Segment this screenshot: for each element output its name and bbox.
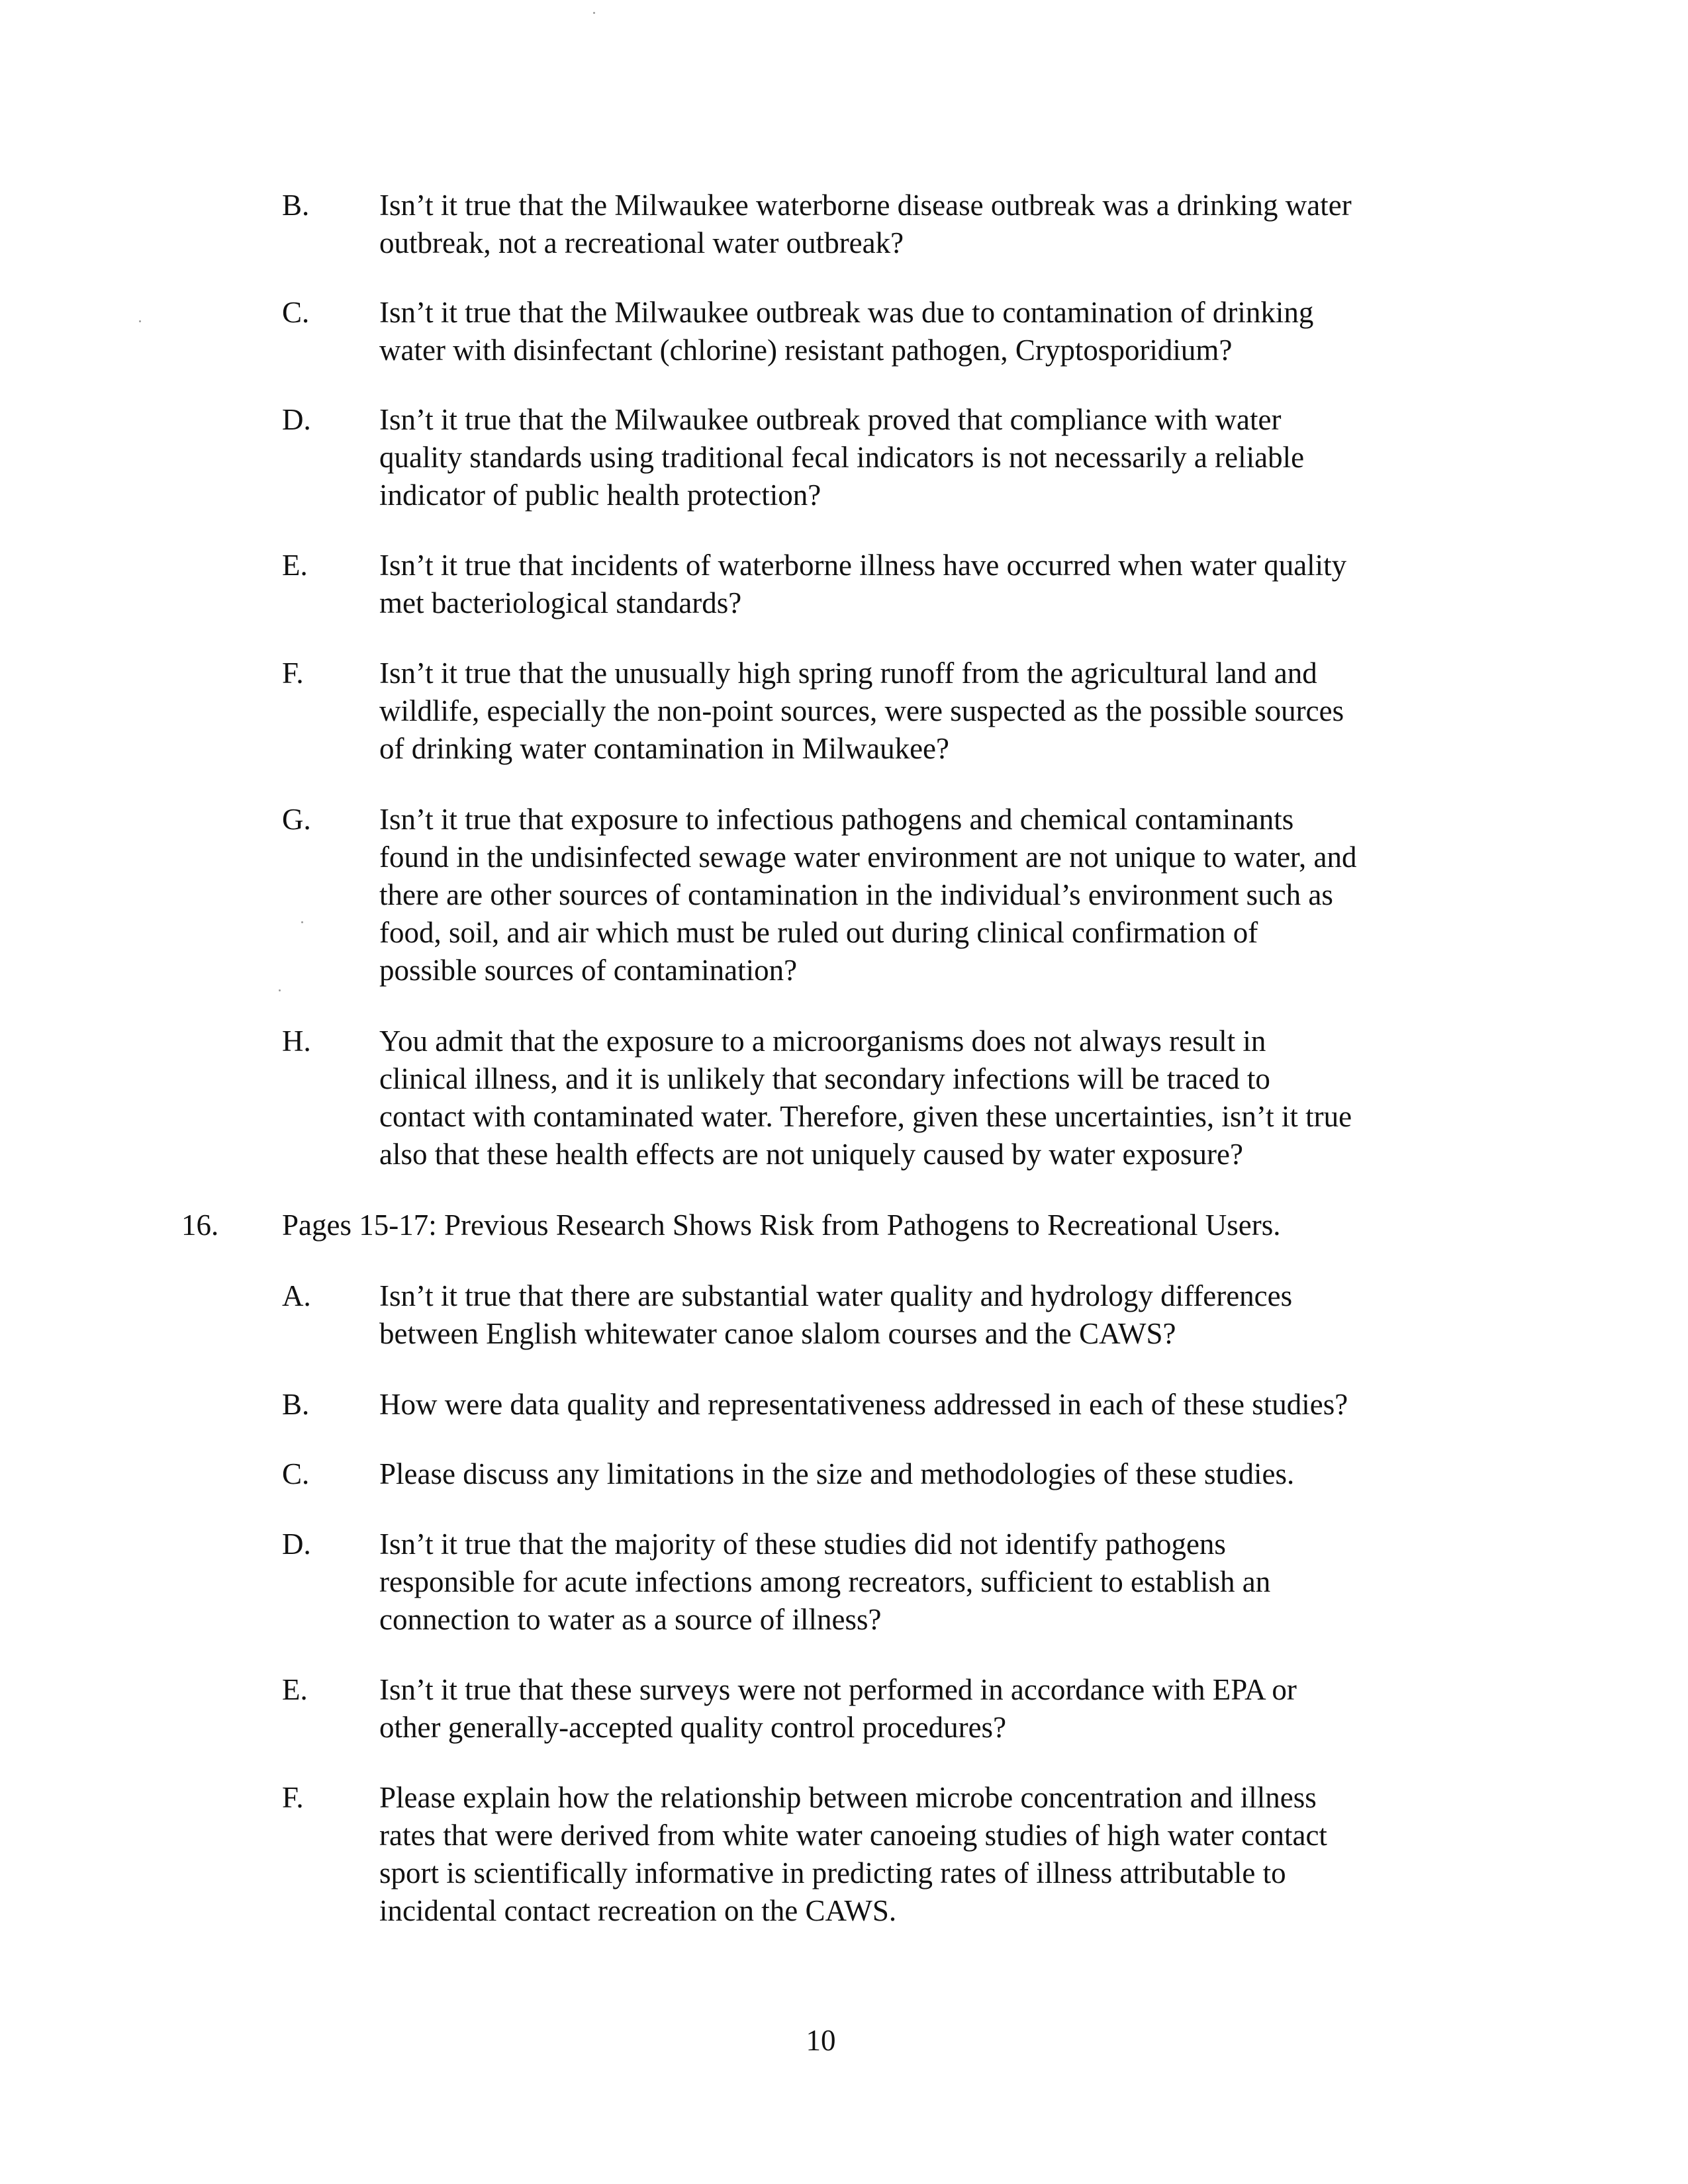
item-text: Isn’t it true that the unusually high spring runoff from the agricultural land and wildlife, especially the non-point sources, were suspected as the possible sources of drinking water contamination in Milwaukee?	[379, 657, 1344, 765]
item-letter: F.	[282, 1781, 304, 1814]
item-letter: B.	[282, 1388, 310, 1421]
item-letter: F.	[282, 657, 304, 690]
item-letter: C.	[282, 296, 310, 329]
item-text: Please discuss any limitations in the size and methodologies of these studies.	[379, 1457, 1295, 1490]
page-number: 10	[806, 2024, 836, 2057]
item-letter: A.	[282, 1279, 311, 1312]
item-letter: E.	[282, 549, 308, 582]
scan-speck	[279, 989, 281, 991]
item-text: Isn’t it true that incidents of waterborne illness have occurred when water quality met bacteriological standards?	[379, 549, 1347, 619]
item-text: Isn’t it true that these surveys were not performed in accordance with EPA or other generally-accepted quality control procedures?	[379, 1673, 1297, 1744]
item-text: Isn’t it true that the Milwaukee outbreak proved that compliance with water quality standards using traditional fecal indicators is not necessarily a reliable indicator of public health protection?	[379, 403, 1305, 512]
section-title: Pages 15-17: Previous Research Shows Risk from Pathogens to Recreational Users.	[282, 1208, 1281, 1242]
item-text: How were data quality and representativeness addressed in each of these studies?	[379, 1388, 1348, 1421]
scan-speck	[301, 921, 303, 923]
item-text: Isn’t it true that exposure to infectious pathogens and chemical contaminants found in the undisinfected sewage water environment are not unique to water, and there are other sources of contamination in the individual’s environment such as food, soil, and air which must be ruled out during clinical confirmation of possible sources of contamination?	[379, 803, 1357, 987]
item-text: Isn’t it true that the Milwaukee outbreak was due to contamination of drinking water with disinfectant (chlorine) resistant pathogen, Cryptosporidium?	[379, 296, 1314, 367]
item-letter: B.	[282, 189, 310, 222]
item-letter: C.	[282, 1457, 310, 1490]
item-text: You admit that the exposure to a microorganisms does not always result in clinical illness, and it is unlikely that secondary infections will be traced to contact with contaminated water. Therefore, given these uncertainties, isn’t it true also that these health effects are not uniquely caused by water exposure?	[379, 1024, 1352, 1171]
item-letter: E.	[282, 1673, 308, 1706]
item-text: Isn’t it true that there are substantial water quality and hydrology differences between English whitewater canoe slalom courses and the CAWS?	[379, 1279, 1293, 1350]
item-text: Please explain how the relationship between microbe concentration and illness rates that were derived from white water canoeing studies of high water contact sport is scientifically informative in predicting rates of illness attributable to incidental contact recreation on the CAWS.	[379, 1781, 1327, 1927]
item-text: Isn’t it true that the majority of these studies did not identify pathogens responsible for acute infections among recreators, sufficient to establish an connection to water as a source of illness?	[379, 1527, 1271, 1636]
item-letter: D.	[282, 1527, 311, 1561]
section-number: 16.	[181, 1208, 219, 1242]
scan-speck	[139, 320, 141, 322]
item-letter: H.	[282, 1024, 311, 1058]
item-text: Isn’t it true that the Milwaukee waterborne disease outbreak was a drinking water outbreak, not a recreational water outbreak?	[379, 189, 1352, 259]
scan-speck	[593, 12, 595, 14]
item-letter: G.	[282, 803, 311, 836]
item-letter: D.	[282, 403, 311, 436]
